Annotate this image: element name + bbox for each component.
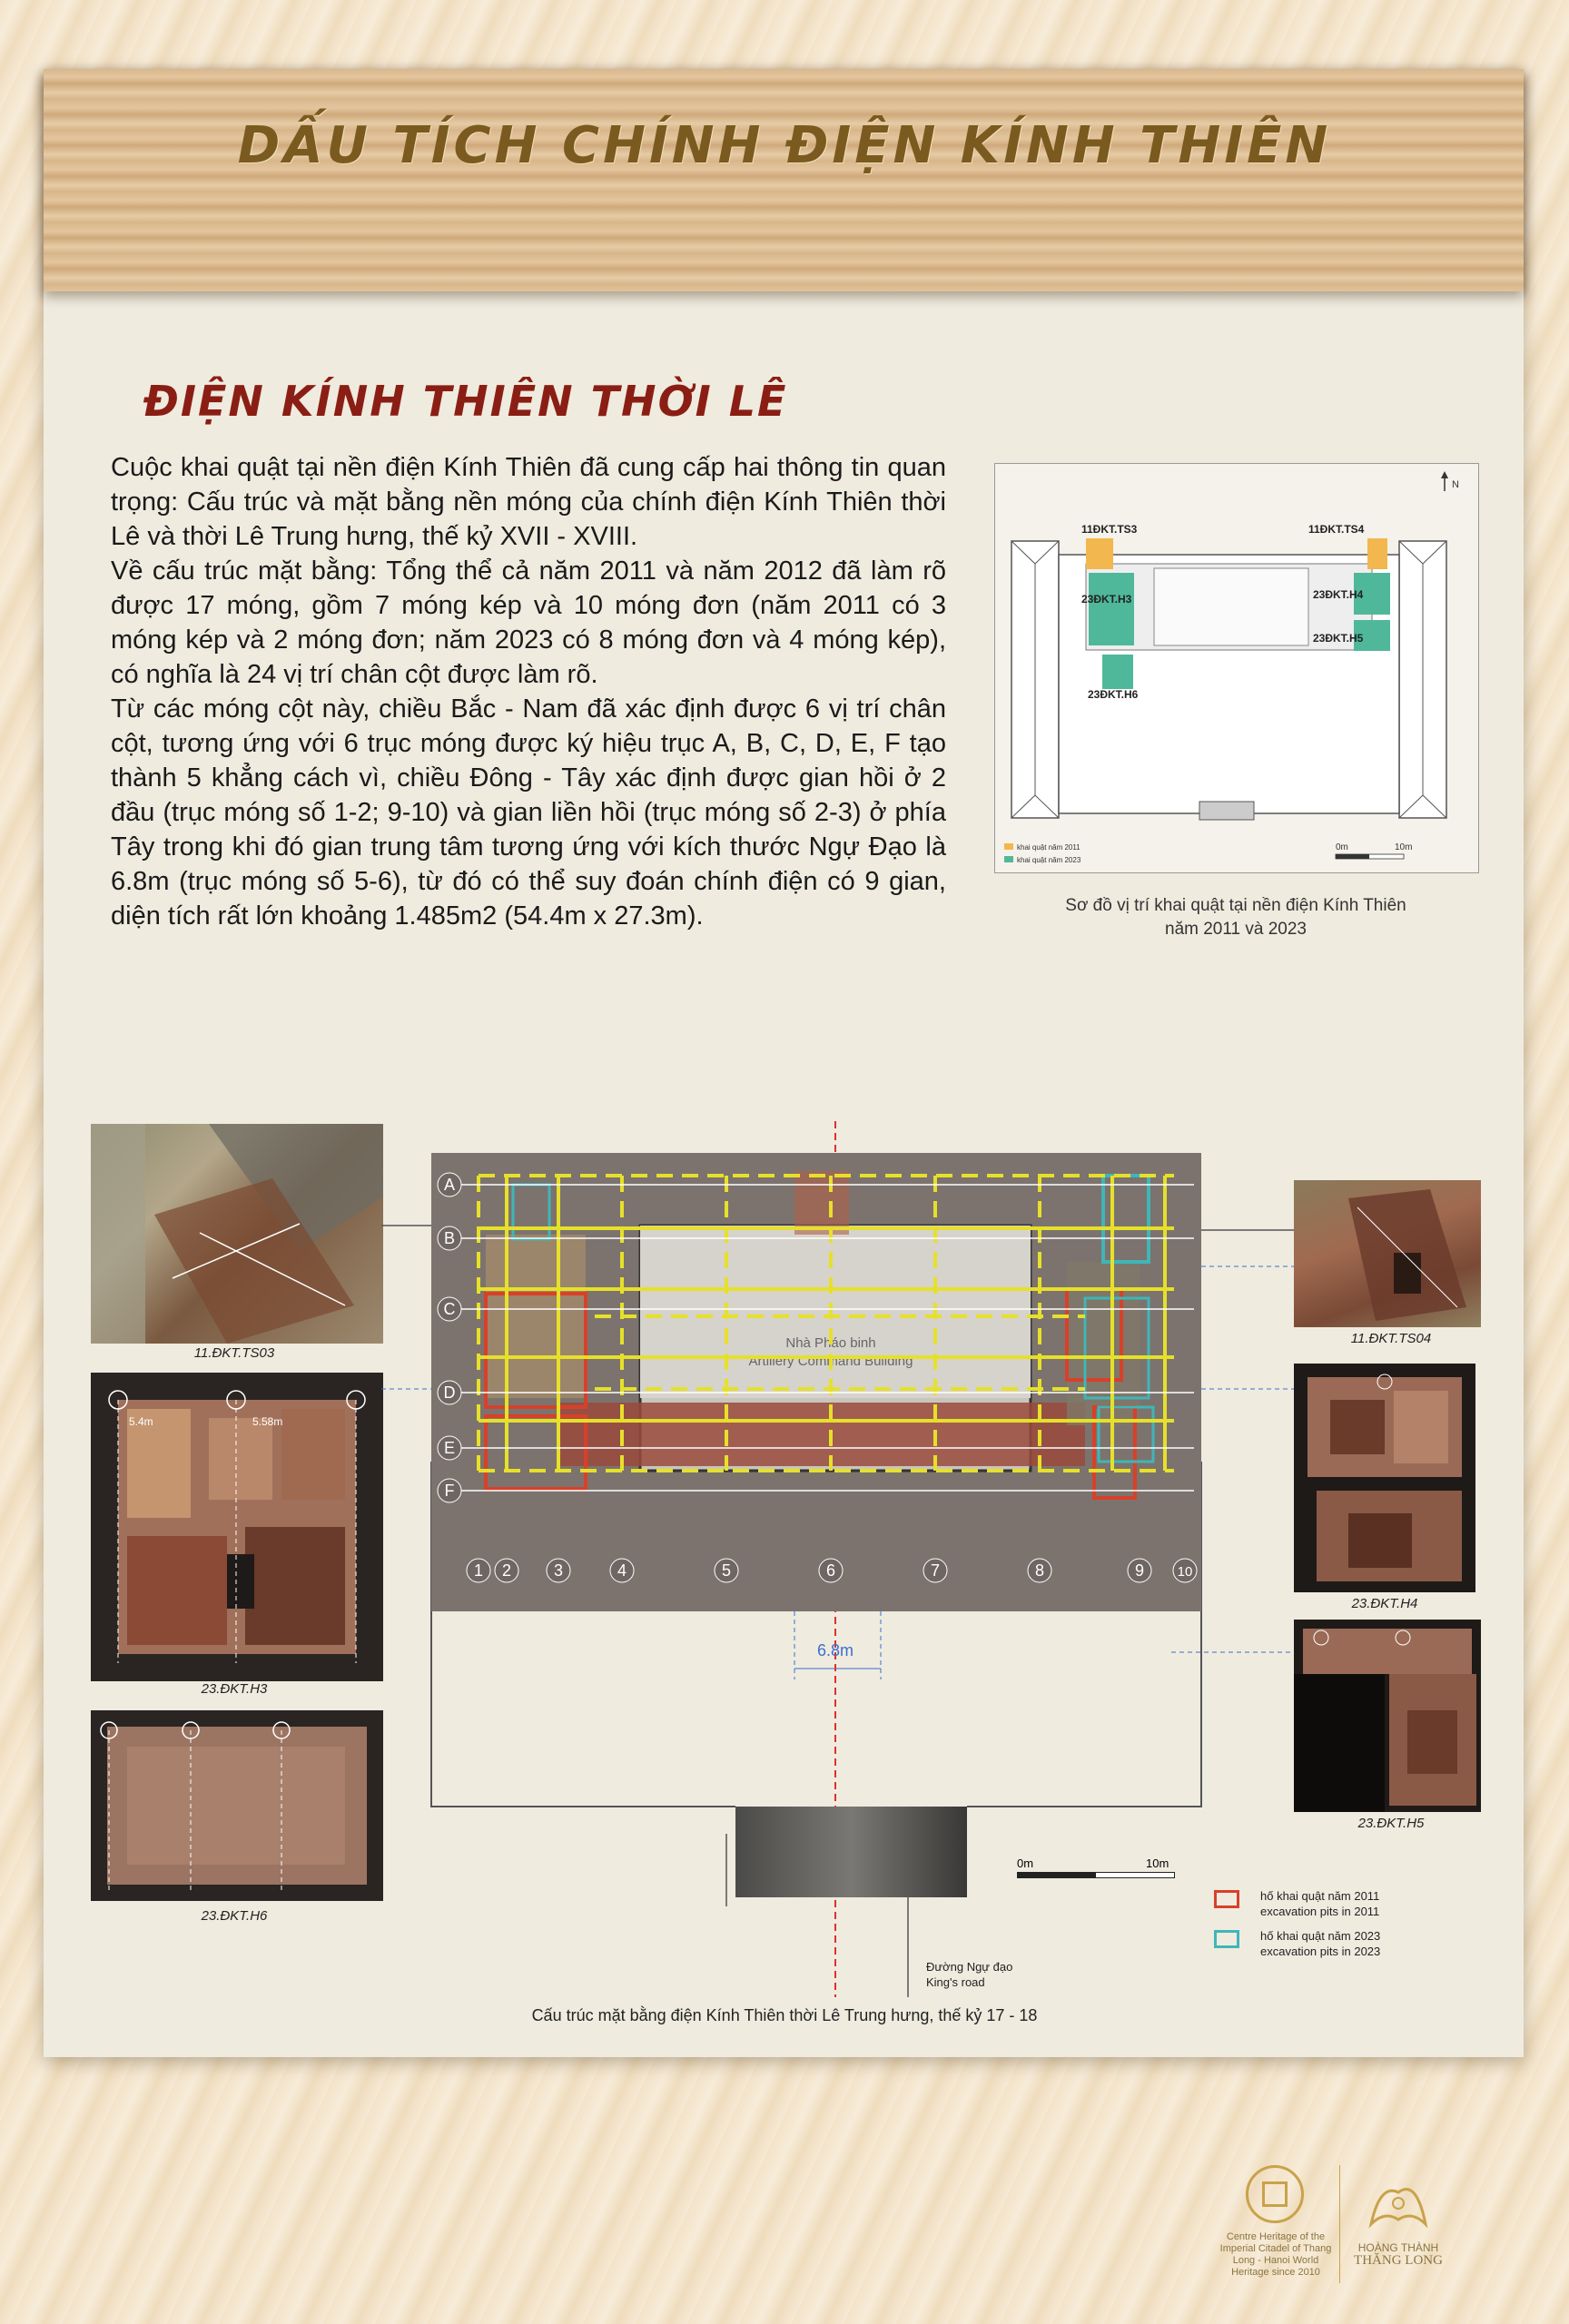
col-label-6: 6 <box>825 1561 836 1580</box>
span-label: 6.8m <box>817 1641 854 1659</box>
photo-h6-label: 23.ĐKT.H6 <box>201 1908 268 1924</box>
row-label-b: B <box>443 1229 456 1247</box>
photo-ts04-label: 11.ĐKT.TS04 <box>1350 1331 1432 1346</box>
h3-dim-2: 5.58m <box>252 1415 283 1428</box>
plan-drawing <box>431 1153 1201 1611</box>
photo-h3 <box>91 1373 383 1681</box>
kings-road-photo <box>735 1807 967 1897</box>
label-h5: 23ĐKT.H5 <box>1313 632 1364 645</box>
page-title: DẤU TÍCH CHÍNH ĐIỆN KÍNH THIÊN <box>237 116 1332 175</box>
site-map-caption-line2: năm 2011 và 2023 <box>1165 920 1307 939</box>
north-label: N <box>1452 479 1459 490</box>
plan-scale-zero: 0m <box>1017 1856 1034 1870</box>
legend-2023-vi: hố khai quật năm 2023 <box>1260 1929 1381 1943</box>
photo-h3-label: 23.ĐKT.H3 <box>201 1681 268 1697</box>
legend-2023-en: excavation pits in 2023 <box>1260 1945 1381 1958</box>
legend-2011-vi: hố khai quật năm 2011 <box>1260 1889 1380 1903</box>
label-h4: 23ĐKT.H4 <box>1313 588 1364 601</box>
col-label-5: 5 <box>721 1561 732 1580</box>
building-label-en: Artillery Command Building <box>748 1354 913 1369</box>
road-label-vi: Đường Ngự đạo <box>926 1960 1013 1974</box>
photo-h3-drawing <box>91 1373 383 1681</box>
legend-swatch-2023 <box>1214 1930 1239 1948</box>
photo-h6-drawing <box>91 1710 383 1901</box>
label-h6: 23ĐKT.H6 <box>1088 688 1139 701</box>
row-label-d: D <box>443 1384 456 1402</box>
heritage-emblem-icon <box>1262 2181 1288 2207</box>
photo-ts03 <box>91 1124 383 1344</box>
road-label-en: King's road <box>926 1975 985 1989</box>
heritage-logo-text: Centre Heritage of the Imperial Citadel of Thang Long - Hanoi World Heritage since 2010 <box>1219 2231 1332 2278</box>
col-label-3: 3 <box>553 1561 564 1580</box>
h3-dim-1: 5.4m <box>129 1415 153 1428</box>
legend-swatch-2011 <box>1214 1890 1239 1908</box>
header-banner-wood <box>44 69 1524 291</box>
site-map-caption <box>994 894 1477 941</box>
plan-figure <box>431 1153 1201 1611</box>
scale-ten: 10m <box>1395 842 1413 852</box>
photo-ts03-label: 11.ĐKT.TS03 <box>193 1345 275 1361</box>
plan-caption: Cấu trúc mặt bằng điện Kính Thiên thời Lê Trung hưng, thế kỷ 17 - 18 <box>531 2006 1038 2024</box>
site-map-caption-line1: Sơ đồ vị trí khai quật tại nền điện Kính Thiên <box>1065 896 1406 915</box>
photo-h4-label: 23.ĐKT.H4 <box>1351 1596 1418 1611</box>
site-map-drawing <box>995 464 1478 872</box>
label-ts4: 11ĐKT.TS4 <box>1308 523 1365 536</box>
legend-2023: khai quật năm 2023 <box>1017 856 1081 864</box>
plan-scale-bar <box>1017 1872 1175 1878</box>
site-map-figure <box>994 463 1479 873</box>
plan-scale-ten: 10m <box>1146 1856 1169 1870</box>
photo-h5-label: 23.ĐKT.H5 <box>1357 1816 1425 1831</box>
road-label <box>926 1959 1012 1990</box>
thang-long-logo-line1: HOÀNG THÀNH <box>1357 2241 1439 2254</box>
col-label-2: 2 <box>501 1561 512 1580</box>
thang-long-dragon-icon <box>1362 2174 1435 2238</box>
thang-long-logo-line2: THĂNG LONG <box>1354 2253 1443 2268</box>
photo-h5-drawing <box>1294 1620 1481 1812</box>
legend-2011-en: excavation pits in 2011 <box>1260 1905 1380 1918</box>
photo-h4 <box>1294 1364 1475 1592</box>
paragraph-2: Về cấu trúc mặt bằng: Tổng thể cả năm 2011 và năm 2012 đã làm rõ được 17 móng, gồm 7 móng kép và 10 móng đơn (năm 2011 có 3 móng kép và 2 móng đơn; năm 2023 có 8 móng đơn và 4 móng kép), có nghĩa là 24 vị trí chân cột được làm rõ. <box>111 556 946 689</box>
col-label-8: 8 <box>1034 1561 1045 1580</box>
row-label-e: E <box>443 1439 456 1457</box>
photo-ts04 <box>1294 1180 1481 1327</box>
col-label-4: 4 <box>617 1561 627 1580</box>
logo-divider <box>1339 2165 1340 2283</box>
body-text <box>111 450 946 933</box>
col-label-9: 9 <box>1134 1561 1145 1580</box>
col-label-1: 1 <box>473 1561 484 1580</box>
legend-2011-text <box>1260 1888 1379 1919</box>
label-h3: 23ĐKT.H3 <box>1081 593 1132 606</box>
scale-zero: 0m <box>1336 842 1348 852</box>
legend-2011: khai quật năm 2011 <box>1017 843 1081 852</box>
paragraph-1: Cuộc khai quật tại nền điện Kính Thiên đã cung cấp hai thông tin quan trọng: Cấu trúc và mặt bằng nền móng của chính điện Kính Thiên thời Lê và thời Lê Trung hưng, thế kỷ XVII - XVIII. <box>111 453 946 551</box>
row-label-a: A <box>443 1176 456 1194</box>
legend-2023-text <box>1260 1928 1380 1959</box>
dragon-emblem-drawing <box>1362 2174 1435 2238</box>
paragraph-3: Từ các móng cột này, chiều Bắc - Nam đã xác định được 6 vị trí chân cột, tương ứng với 6 trục móng được ký hiệu trục A, B, C, D, E, F tạo thành 5 khẳng cách vì, chiều Đông - Tây xác định được gian hồi ở 2 đầu (trục móng số 1-2; 9-10) và gian liền hồi (trục móng số 2-3) ở phía Tây trong khi đó gian trung tâm tương ứng với kích thước Ngự Đạo là 6.8m (trục móng số 5-6), từ đó có thể suy đoán chính điện có 9 gian, diện tích rất lớn khoảng 1.485m2 (54.4m x 27.3m). <box>111 694 946 931</box>
photo-h5 <box>1294 1620 1481 1812</box>
col-label-10: 10 <box>1177 1564 1193 1580</box>
label-ts3: 11ĐKT.TS3 <box>1081 523 1138 536</box>
row-label-f: F <box>444 1482 455 1500</box>
section-title: ĐIỆN KÍNH THIÊN THỜI LÊ <box>143 377 788 426</box>
row-label-c: C <box>443 1300 456 1318</box>
plan-scale <box>1017 1856 1180 1878</box>
building-label-vi: Nhà Pháo binh <box>785 1335 876 1351</box>
heritage-logo <box>1246 2165 1304 2223</box>
col-label-7: 7 <box>930 1561 941 1580</box>
photo-ts04-drawing <box>1294 1180 1481 1327</box>
photo-h6 <box>91 1710 383 1901</box>
photo-ts03-drawing <box>91 1124 383 1344</box>
photo-h4-drawing <box>1294 1364 1475 1592</box>
